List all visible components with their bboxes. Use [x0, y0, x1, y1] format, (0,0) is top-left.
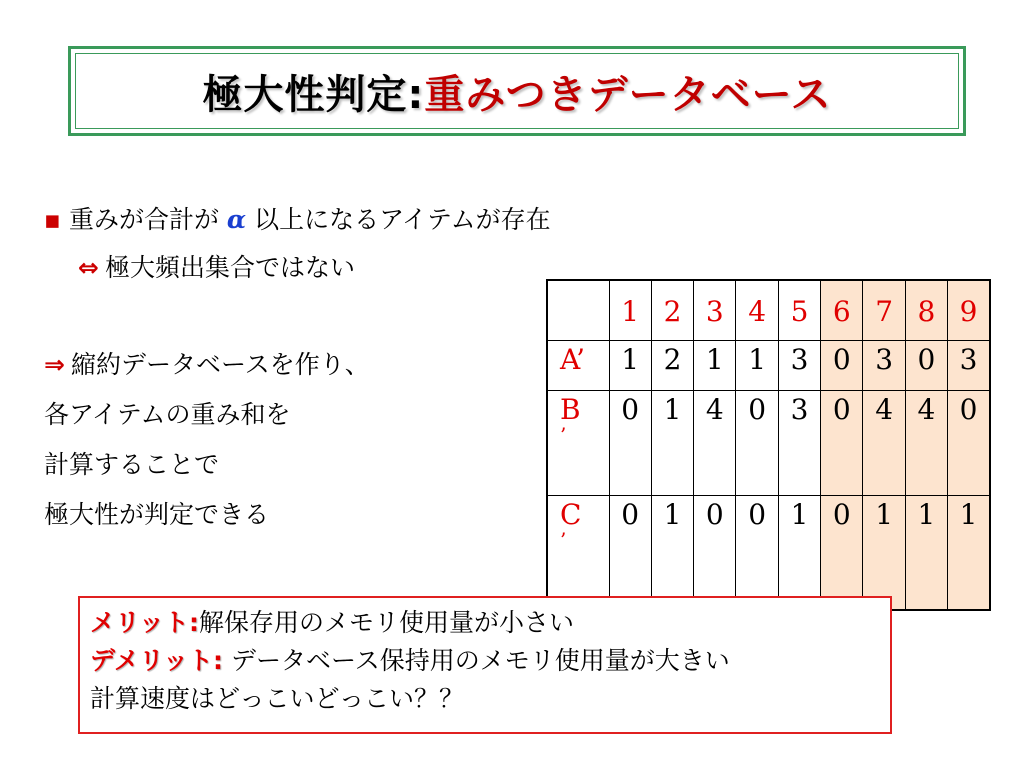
table-cell: 3 — [863, 340, 905, 390]
table-header-cell: 2 — [651, 280, 693, 340]
table-header-cell: 7 — [863, 280, 905, 340]
merit-demerit-box — [78, 596, 892, 734]
row-label-text: B — [560, 392, 581, 426]
table-cell: 1 — [694, 340, 736, 390]
bullet-1-sub-text: 極大頻出集合ではない — [104, 253, 355, 282]
title-frame — [68, 46, 966, 136]
title-colon: : — [407, 71, 425, 118]
bullet-1 — [44, 200, 551, 236]
table-cell: 0 — [609, 390, 651, 495]
weighted-database-table — [546, 279, 991, 611]
table-cell: 4 — [694, 390, 736, 495]
row-label-text: A’ — [560, 342, 586, 376]
demerit-label: デメリット: — [90, 646, 223, 675]
table-header-cell: 1 — [609, 280, 651, 340]
table-cell: 2 — [651, 340, 693, 390]
row-label — [547, 390, 609, 495]
row-label — [547, 340, 609, 390]
alpha-symbol: α — [226, 205, 247, 234]
bullet-1-sub — [78, 248, 355, 284]
iff-arrow-icon: ⇔ — [78, 253, 99, 282]
demerit-line — [90, 642, 880, 680]
bullet-1-pre: 重みが合計が — [68, 205, 219, 234]
left-line-3: 計算することで — [44, 450, 220, 479]
table-header-cell: 6 — [821, 280, 863, 340]
table-cell: 0 — [905, 340, 947, 390]
bullet-dot-icon: ▪ — [44, 205, 61, 234]
table-cell: 1 — [948, 495, 990, 610]
table-cell: 0 — [821, 340, 863, 390]
table-cell: 0 — [694, 495, 736, 610]
left-line-1-text: 縮約データベースを作り、 — [70, 350, 370, 379]
row-label — [547, 495, 609, 610]
table-header-cell: 5 — [778, 280, 820, 340]
table-cell: 1 — [905, 495, 947, 610]
table-cell: 4 — [863, 390, 905, 495]
table-cell: 0 — [821, 495, 863, 610]
merit-label: メリット: — [90, 608, 199, 637]
table-cell: 1 — [778, 495, 820, 610]
merit-text: 解保存用のメモリ使用量が小さい — [199, 608, 575, 637]
merit-line — [90, 604, 880, 642]
table-cell: 0 — [609, 495, 651, 610]
table-cell: 1 — [863, 495, 905, 610]
table-cell: 1 — [609, 340, 651, 390]
table-header-cell: 3 — [694, 280, 736, 340]
speed-line: 計算速度はどっこいどっこい？？ — [90, 684, 465, 713]
row-label-sub: ’ — [560, 422, 567, 447]
table-header-cell: 8 — [905, 280, 947, 340]
table-cell: 3 — [778, 340, 820, 390]
table-cell: 1 — [651, 390, 693, 495]
table-cell: 1 — [736, 340, 778, 390]
table-row — [547, 390, 990, 495]
implies-arrow-icon: ⇒ — [44, 350, 65, 379]
table-cell: 3 — [778, 390, 820, 495]
table-header-cell: 9 — [948, 280, 990, 340]
table-header-cell — [547, 280, 609, 340]
table-cell: 4 — [905, 390, 947, 495]
table-header-cell: 4 — [736, 280, 778, 340]
bullet-1-post: 以上になるアイテムが存在 — [254, 205, 551, 234]
title-main: 極大性判定 — [202, 71, 408, 118]
row-label-text: C — [560, 497, 582, 531]
title-highlight: 重みつきデータベース — [424, 71, 832, 118]
demerit-text: データベース保持用のメモリ使用量が大きい — [223, 646, 730, 675]
slide-title — [202, 63, 831, 120]
table-row — [547, 495, 990, 610]
row-label-sub: ’ — [560, 527, 567, 552]
table-cell: 1 — [651, 495, 693, 610]
table-cell: 0 — [948, 390, 990, 495]
table-cell: 0 — [821, 390, 863, 495]
left-line-4: 極大性が判定できる — [44, 500, 270, 529]
table-cell: 0 — [736, 495, 778, 610]
table-cell: 3 — [948, 340, 990, 390]
table-header-row — [547, 280, 990, 340]
left-line-2: 各アイテムの重み和を — [44, 400, 291, 429]
left-line-1 — [44, 345, 370, 381]
table-cell: 0 — [736, 390, 778, 495]
table-row — [547, 340, 990, 390]
